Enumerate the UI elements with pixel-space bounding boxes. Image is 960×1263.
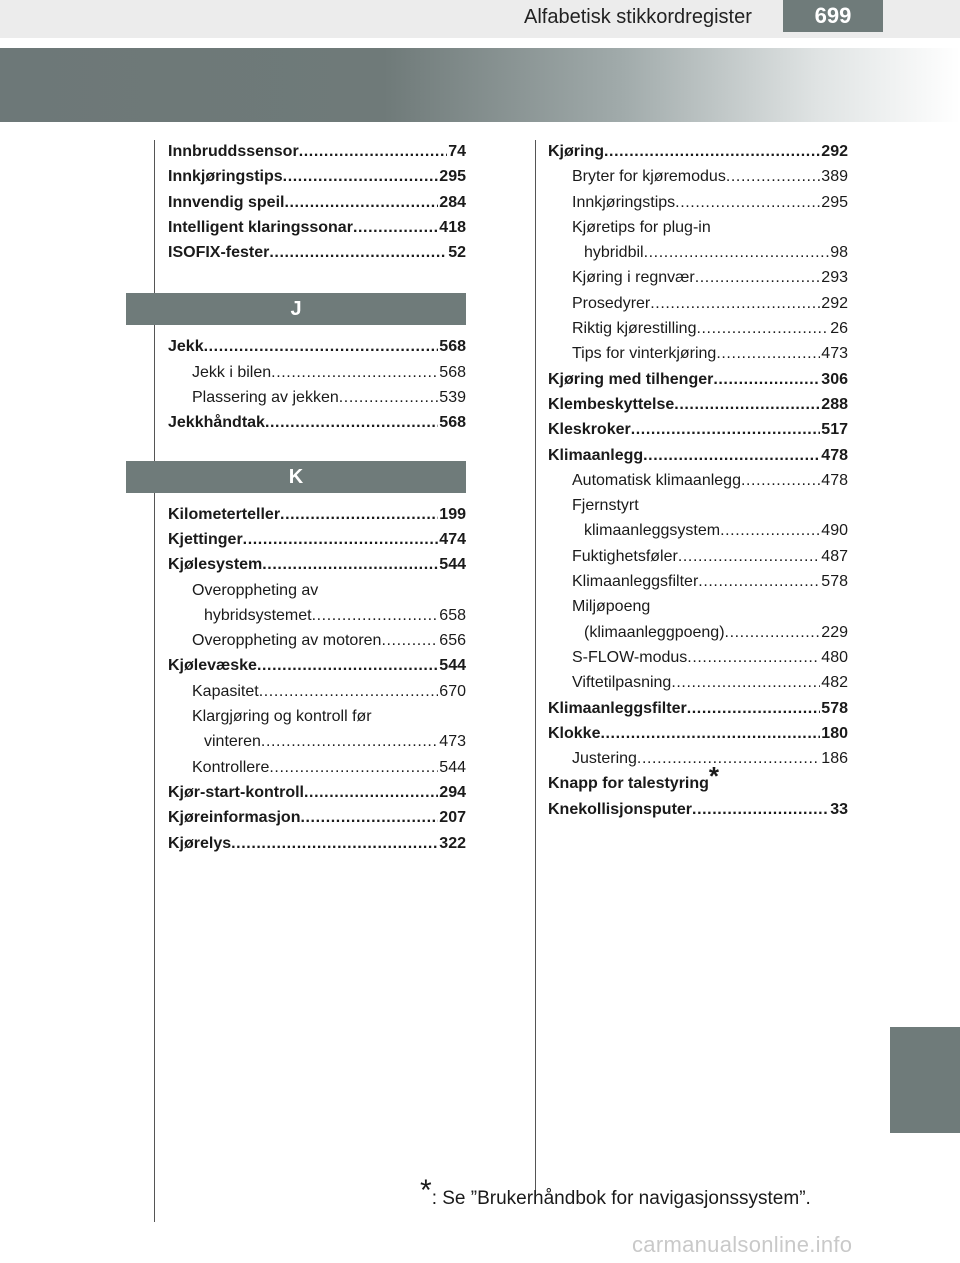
index-entry: Kjøring med tilhenger ..... 306 <box>548 367 848 392</box>
index-subentry: Plassering av jekken ..... 539 <box>168 385 466 410</box>
index-entry: Klokke ..... 180 <box>548 721 848 746</box>
index-subentry: Kjøring i regnvær ..... 293 <box>548 265 848 290</box>
index-entry: Kleskroker ..... 517 <box>548 417 848 442</box>
index-subentry: Viftetilpasning ..... 482 <box>548 670 848 695</box>
index-entry: Jekkhåndtak ..... 568 <box>168 410 466 435</box>
page-number: 699 <box>814 3 852 28</box>
index-entry: Kjettinger ..... 474 <box>168 527 466 552</box>
section-letter-j: J <box>126 293 466 325</box>
index-subentry: Fuktighetsføler ..... 487 <box>548 544 848 569</box>
index-entry: Kjøring ..... 292 <box>548 139 848 164</box>
index-subentry: Riktig kjørestilling ..... 26 <box>548 316 848 341</box>
index-entry: Knekollisjonsputer ..... 33 <box>548 797 848 822</box>
index-subentry: Tips for vinterkjøring ..... 473 <box>548 341 848 366</box>
header-banner <box>0 48 960 122</box>
index-subentry-line: Klargjøring og kontroll før <box>192 708 372 726</box>
section-letter-k: K <box>126 461 466 493</box>
index-subentry: S-FLOW-modus ..... 480 <box>548 645 848 670</box>
index-subentry: klimaanleggsystem ..... 490 <box>548 518 848 543</box>
index-entry: Innbruddssensor ..... 74 <box>168 139 466 164</box>
footnote-asterisk: * <box>420 1174 432 1207</box>
index-subentry: Automatisk klimaanlegg ..... 478 <box>548 468 848 493</box>
index-entry: ISOFIX-fester ..... 52 <box>168 240 466 265</box>
index-subentry: Kontrollere ..... 544 <box>168 755 466 780</box>
index-subentry: Bryter for kjøremodus ..... 389 <box>548 164 848 189</box>
index-entry: Klembeskyttelse ..... 288 <box>548 392 848 417</box>
index-entry: Kjølevæske ..... 544 <box>168 653 466 678</box>
page-number-box <box>783 0 883 32</box>
index-subentry-line: Kjøretips for plug-in <box>572 218 711 236</box>
index-subentry: Prosedyrer ..... 292 <box>548 291 848 316</box>
index-subentry: (klimaanleggpoeng) ..... 229 <box>548 620 848 645</box>
index-subentry: Kapasitet ..... 670 <box>168 679 466 704</box>
index-subentry: vinteren ..... 473 <box>168 729 466 754</box>
asterisk-marker: * <box>708 761 720 792</box>
footnote-text: : Se ”Brukerhåndbok for navigasjonssystem”. <box>431 1188 811 1209</box>
footnote <box>420 1174 811 1210</box>
header-bar <box>0 0 960 38</box>
index-entry: Kjølesystem ..... 544 <box>168 552 466 577</box>
index-subentry: Justering ..... 186 <box>548 746 848 771</box>
index-entry: Innvendig speil ..... 284 <box>168 190 466 215</box>
index-entry: Kjørelys ..... 322 <box>168 831 466 856</box>
left-column <box>168 139 466 856</box>
index-entry: Innkjøringstips ..... 295 <box>168 164 466 189</box>
index-subentry: hybridbil ..... 98 <box>548 240 848 265</box>
index-subentry: Overoppheting av motoren ..... 656 <box>168 628 466 653</box>
index-entry: Kilometerteller ..... 199 <box>168 502 466 527</box>
index-entry-knapp: Knapp for talestyring* <box>548 761 720 793</box>
index-entry: Kjøreinformasjon ..... 207 <box>168 805 466 830</box>
index-subentry: hybridsystemet ..... 658 <box>168 603 466 628</box>
index-subentry-line: Overoppheting av <box>192 581 319 599</box>
index-entry: Kjør-start-kontroll ..... 294 <box>168 780 466 805</box>
index-subentry: Klimaanleggsfilter ..... 578 <box>548 569 848 594</box>
column-divider <box>535 140 536 1190</box>
page-title: Alfabetisk stikkordregister <box>524 6 752 28</box>
chapter-side-tab <box>890 1027 960 1133</box>
index-entry: Jekk ..... 568 <box>168 334 466 359</box>
index-entry: Intelligent klaringssonar ..... 418 <box>168 215 466 240</box>
watermark: carmanualsonline.info <box>632 1232 853 1257</box>
index-subentry: Jekk i bilen ..... 568 <box>168 360 466 385</box>
right-column <box>548 139 848 822</box>
index-subentry-line: Fjernstyrt <box>572 497 639 515</box>
index-subentry: Innkjøringstips ..... 295 <box>548 190 848 215</box>
index-entry: Klimaanlegg ..... 478 <box>548 443 848 468</box>
index-subentry-line: Miljøpoeng <box>572 598 651 616</box>
index-entry: Klimaanleggsfilter ..... 578 <box>548 696 848 721</box>
